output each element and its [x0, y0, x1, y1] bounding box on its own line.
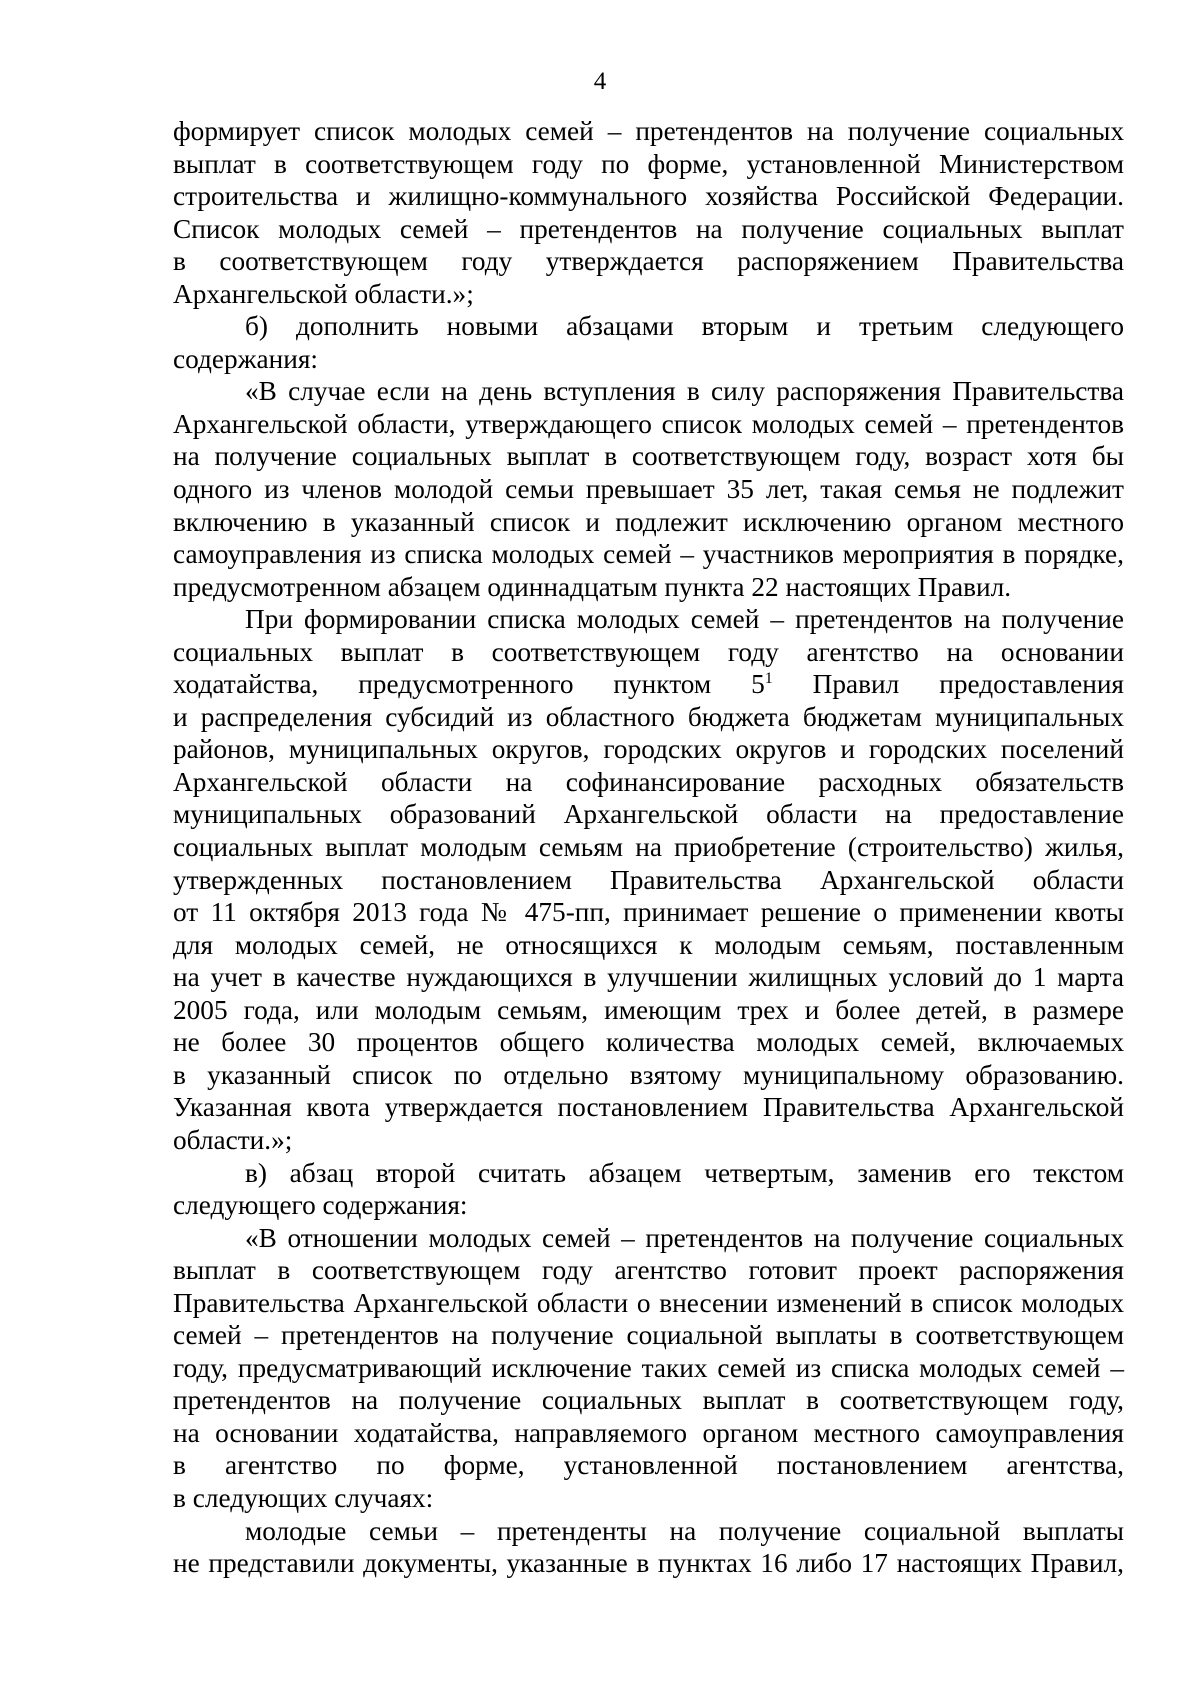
- text-line: Архангельской области, утверждающего список молодых семей – претендентов: [173, 408, 1124, 439]
- text-line: молодые семьи – претенденты на получение социальной выплаты: [245, 1515, 1124, 1546]
- text-line: Архангельской области на софинансирование расходных обязательств: [173, 766, 1124, 797]
- text-line: от 11 октября 2013 года № 475-пп, принимает решение о применении квоты: [173, 897, 1124, 928]
- text-segment: ходатайства, предусмотренного пунктом 5: [173, 669, 765, 700]
- text-line: на основании ходатайства, направляемого органом местного самоуправления: [173, 1417, 1124, 1448]
- text-line: самоуправления из списка молодых семей – участников мероприятия в порядке,: [173, 539, 1124, 570]
- text-line: социальных выплат в соответствующем году агентство на основании: [173, 636, 1124, 667]
- text-line: содержания:: [173, 343, 318, 374]
- paragraph-4: [173, 603, 1124, 1156]
- paragraph-2: [173, 310, 1124, 375]
- text-line: следующего содержания:: [173, 1190, 468, 1221]
- text-line: для молодых семей, не относящихся к молодым семьям, поставленным: [173, 929, 1124, 960]
- text-line: в соответствующем году утверждается распоряжением Правительства: [173, 246, 1124, 277]
- text-line: социальных выплат молодым семьям на приобретение (строительство) жилья,: [173, 832, 1124, 863]
- text-line: строительства и жилищно-коммунального хозяйства Российской Федерации.: [173, 181, 1124, 212]
- superscript: 1: [764, 670, 773, 688]
- text-line-with-superscript: [173, 668, 1124, 701]
- text-line: предусмотренном абзацем одиннадцатым пункта 22 настоящих Правил.: [173, 571, 1012, 602]
- text-line: Указанная квота утверждается постановлением Правительства Архангельской: [173, 1092, 1124, 1123]
- text-line: утвержденных постановлением Правительства Архангельской области: [173, 864, 1124, 895]
- text-line: и распределения субсидий из областного бюджета бюджетам муниципальных: [173, 701, 1124, 732]
- text-line: включению в указанный список и подлежит исключению органом местного: [173, 506, 1124, 537]
- text-line: б) дополнить новыми абзацами вторым и третьим следующего: [245, 311, 1124, 342]
- text-line: 2005 года, или молодым семьям, имеющим трех и более детей, в размере: [173, 994, 1124, 1025]
- page-number: 4: [593, 68, 607, 95]
- text-line: «В случае если на день вступления в силу распоряжения Правительства: [245, 376, 1124, 407]
- text-line: муниципальных образований Архангельской области на предоставление: [173, 799, 1124, 830]
- text-line: выплат в соответствующем году по форме, установленной Министерством: [173, 148, 1124, 179]
- text-line: семей – претендентов на получение социальной выплаты в соответствующем: [173, 1320, 1124, 1351]
- text-line: в указанный список по отдельно взятому муниципальному образованию.: [173, 1059, 1124, 1090]
- text-line: одного из членов молодой семьи превышает 35 лет, такая семья не подлежит: [173, 474, 1124, 505]
- text-line: При формировании списка молодых семей – претендентов на получение: [245, 604, 1124, 635]
- paragraph-5: [173, 1157, 1124, 1222]
- text-line: Список молодых семей – претендентов на получение социальных выплат: [173, 213, 1124, 244]
- text-line: в агентство по форме, установленной постановлением агентства,: [173, 1450, 1124, 1481]
- text-line: не представили документы, указанные в пунктах 16 либо 17 настоящих Правил,: [173, 1548, 1124, 1579]
- text-line: в) абзац второй считать абзацем четвертым, заменив его текстом: [245, 1157, 1124, 1188]
- text-line: в следующих случаях:: [173, 1482, 434, 1513]
- paragraph-7: [173, 1515, 1124, 1580]
- text-line: году, предусматривающий исключение таких семей из списка молодых семей –: [173, 1352, 1124, 1383]
- text-line: претендентов на получение социальных выплат в соответствующем году,: [173, 1385, 1124, 1416]
- text-line: области.»;: [173, 1124, 293, 1155]
- text-line: на получение социальных выплат в соответствующем году, возраст хотя бы: [173, 441, 1124, 472]
- text-line: выплат в соответствующем году агентство готовит проект распоряжения: [173, 1255, 1124, 1286]
- text-line: «В отношении молодых семей – претендентов на получение социальных: [245, 1222, 1124, 1253]
- text-line: формирует список молодых семей – претендентов на получение социальных: [173, 116, 1124, 146]
- paragraph-1: [173, 115, 1124, 310]
- paragraph-3: [173, 375, 1124, 603]
- paragraph-6: [173, 1222, 1124, 1515]
- text-line: на учет в качестве нуждающихся в улучшении жилищных условий до 1 марта: [173, 962, 1124, 993]
- text-segment: Правил предоставления: [772, 669, 1124, 700]
- document-body: [173, 115, 1124, 1580]
- text-line: районов, муниципальных округов, городских округов и городских поселений: [173, 734, 1124, 765]
- text-line: не более 30 процентов общего количества молодых семей, включаемых: [173, 1027, 1124, 1058]
- text-line: Правительства Архангельской области о внесении изменений в список молодых: [173, 1287, 1124, 1318]
- text-line: Архангельской области.»;: [173, 278, 474, 309]
